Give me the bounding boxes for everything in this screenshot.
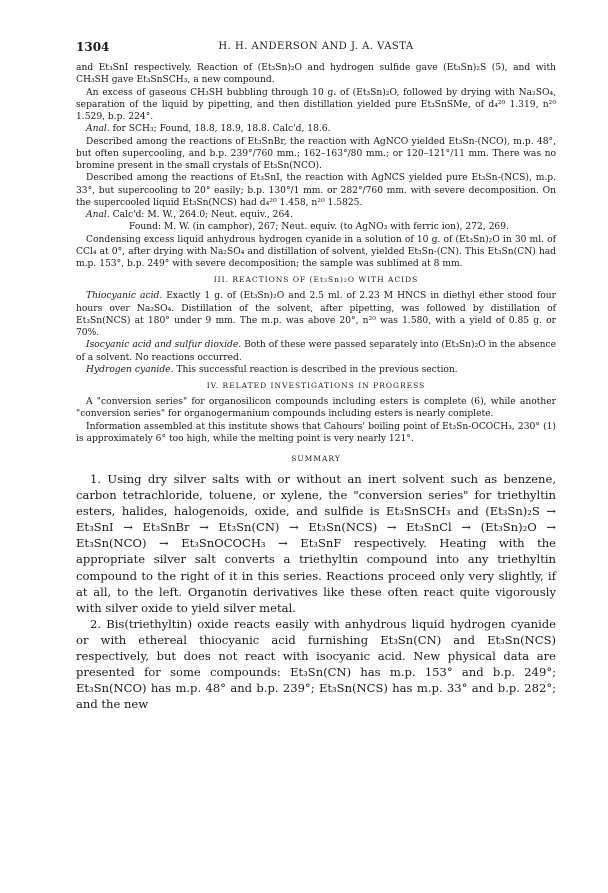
paragraph-label: Thiocyanic acid.	[86, 291, 163, 302]
paragraph-text: Exactly 1 g. of (Et₃Sn)₂O and 2.5 ml. of 2.23 M HNCS in diethyl ether stood four hours over Na₂SO₄. Distillation of the solvent, after pipetting, was followed by distillation of Et₃Sn(NCS) at 180° under 9 mm. The m.p. was above 20°, n²⁰ was 1.580, with a yield of 0.85 g. or 70%.	[76, 291, 556, 338]
page-number: 1304	[76, 40, 110, 54]
paragraph-label: Hydrogen cyanide.	[86, 364, 174, 375]
paragraph	[76, 364, 556, 376]
running-head: H. H. ANDERSON AND J. A. VASTA	[218, 41, 414, 52]
summary-item: 2. Bis(triethyltin) oxide reacts easily with anhydrous liquid hydrogen cyanide or with ethereal thiocyanic acid furnishing Et₃Sn(CN) and Et₃Sn(NCS) respectively, but does not react with isocyanic acid. New physical data are presented for some compounds: Et₃Sn(CN) has m.p. 153° and b.p. 249°; Et₃Sn(NCO) has m.p. 48° and b.p. 239°; Et₃Sn(NCS) has m.p. 33° and b.p. 282°; and the new	[76, 616, 556, 712]
paragraph-label: Isocyanic acid and sulfur dioxide.	[86, 340, 242, 351]
paragraph	[76, 290, 556, 339]
paragraph: An excess of gaseous CH₃SH bubbling through 10 g. of (Et₃Sn)₂O, followed by drying with Na₂SO₄, separation of the liquid by pipetting, and then distillation yielded pure Et₃SnSMe, of d₄²⁰ 1.319, n²⁰ 1.529, b.p. 224°.	[76, 87, 556, 122]
summary-section	[76, 471, 556, 712]
analysis-text: Calc'd: M. W., 264.0; Neut. equiv., 264.	[109, 210, 293, 220]
analysis-label: Anal.	[86, 210, 110, 220]
analysis-paragraph	[76, 123, 556, 135]
section-heading: IV. RELATED INVESTIGATIONS IN PROGRESS	[206, 381, 426, 390]
summary-heading: SUMMARY	[291, 454, 341, 463]
analysis-paragraph	[76, 209, 556, 221]
paragraph-text: Both of these were passed separately into (Et₃Sn)₂O in the absence of a solvent. No reactions occurred.	[76, 340, 556, 363]
paragraph-text: This successful reaction is described in the previous section.	[173, 364, 458, 375]
paragraph: Information assembled at this institute shows that Cahours' boiling point of Et₃Sn-OCOCH₃, 230° (1) is approximately 6° too high, while the melting point is very nearly 121°.	[76, 421, 556, 444]
experimental-section	[76, 62, 556, 445]
paragraph: and Et₃SnI respectively. Reaction of (Et₃Sn)₂O and hydrogen sulfide gave (Et₃Sn)₂S (5), and with CH₃SH gave Et₃SnSCH₃, a new compound.	[76, 63, 556, 86]
paragraph	[76, 339, 556, 364]
paragraph: Condensing excess liquid anhydrous hydrogen cyanide in a solution of 10 g. of (Et₃Sn)₂O in 30 ml. of CCl₄ at 0°, after drying with Na₂SO₄ and distillation of solvent, yielded Et₃Sn-(CN). This Et₃Sn(CN) had m.p. 153°, b.p. 249° with severe decomposition; the sample was sublimed at 8 mm.	[76, 234, 556, 269]
found-line: Found: M. W. (in camphor), 267; Neut. equiv. (to AgNO₃ with ferric ion), 272, 269.	[129, 222, 509, 233]
page-header	[76, 40, 556, 62]
summary-item: 1. Using dry silver salts with or without an inert solvent such as benzene, carbon tetrachloride, toluene, or xylene, the "conversion series" for triethyltin esters, halides, halogenoids, oxide, and sulfide is Et₃SnSCH₃ and (Et₃Sn)₂S → Et₃SnI → Et₃SnBr → Et₃Sn(CN) → Et₃Sn(NCS) → Et₃SnCl → (Et₃Sn)₂O → Et₃Sn(NCO) → Et₃SnOCOCH₃ → Et₃SnF respectively. Heating with the appropriate silver salt converts a triethyltin compound into any triethyltin compound to the right of it in this series. Reactions proceed only very slightly, if at all, to the left. Organotin derivatives like these often react quite vigorously with silver oxide to yield silver metal.	[76, 472, 556, 615]
analysis-label: Anal.	[86, 124, 110, 135]
paragraph: Described among the reactions of Et₃SnBr, the reaction with AgNCO yielded Et₃Sn-(NCO), m.p. 48°, but often supercooling, and b.p. 239°/760 mm.; 162–163°/80 mm.; or 120–121°/11 mm. There was no bromine present in the small crystals of Et₃Sn(NCO).	[76, 136, 556, 171]
paragraph: Described among the reactions of Et₃SnI, the reaction with AgNCS yielded pure Et₃Sn-(NCS), m.p. 33°, but supercooling to 20° easily; b.p. 130°/1 mm. or 282°/760 mm. with severe decomposition. On the supercooled liquid Et₃Sn(NCS) had d₄²⁰ 1.458, n²⁰ 1.5825.	[76, 173, 556, 208]
analysis-text: for SCH₃; Found, 18.8, 18.9, 18.8. Calc'd, 18.6.	[109, 124, 331, 135]
paragraph: A "conversion series" for organosilicon compounds including esters is complete (6), while another "conversion series" for organogermanium compounds including esters is nearly complete.	[76, 397, 556, 420]
section-heading: III. REACTIONS OF (Et₃Sn)₂O WITH ACIDS	[213, 275, 419, 285]
